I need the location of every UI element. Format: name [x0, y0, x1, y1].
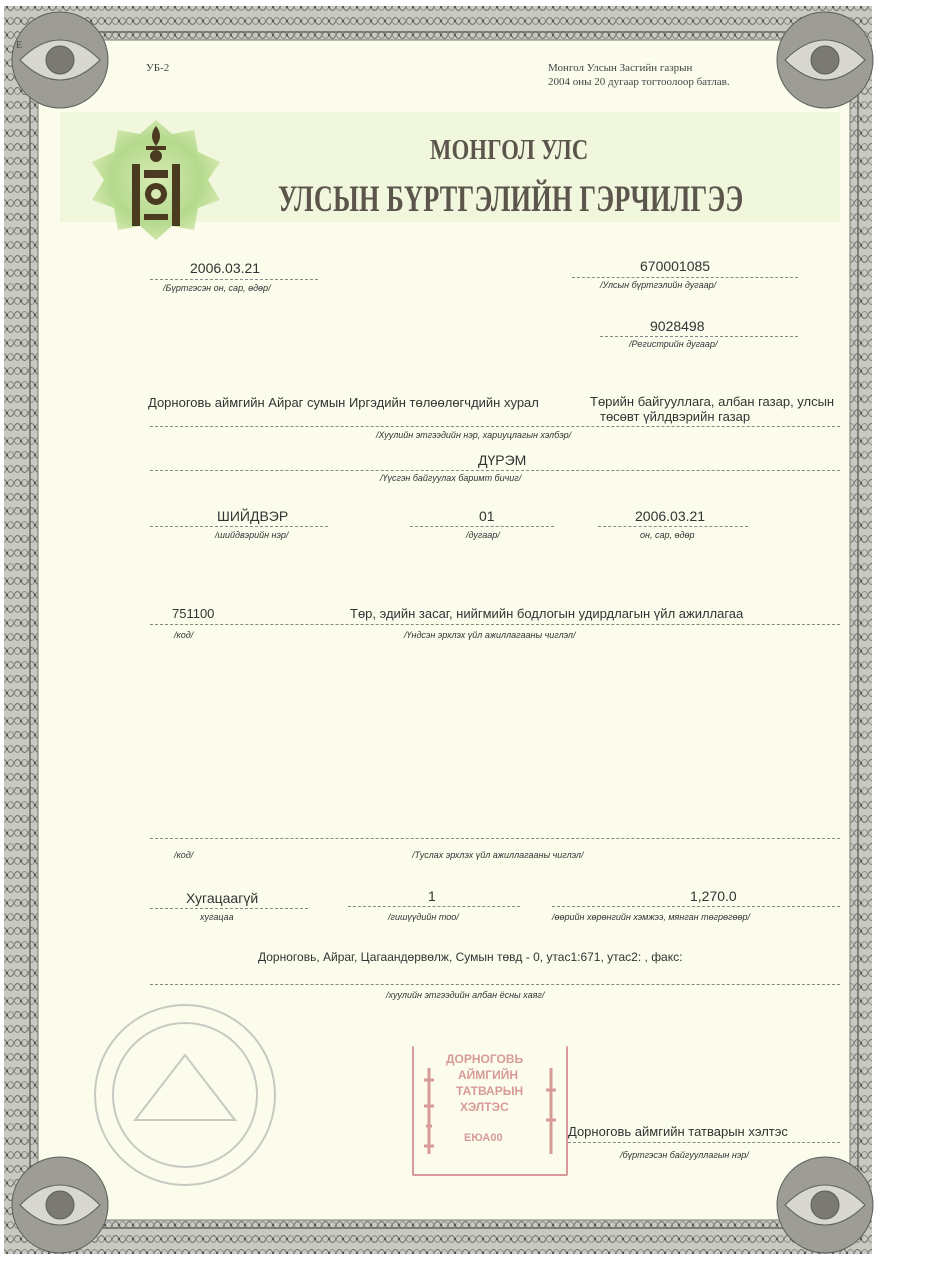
- main-activity-line: [150, 624, 840, 625]
- main-activity: Төр, эдийн засаг, нийгмийн бодлогын удирдлагын үйл ажиллагаа: [350, 606, 744, 621]
- registration-date-line: [150, 279, 318, 280]
- decision-date-line: [598, 526, 748, 527]
- stamp-line-2: АЙМГИЙН: [458, 1068, 519, 1082]
- decision-date: 2006.03.21: [635, 508, 706, 524]
- decision-name-line: [150, 526, 328, 527]
- duration-value: Хугацаагүй: [186, 890, 259, 906]
- register-number: 9028498: [650, 318, 705, 334]
- capital-value: 1,270.0: [690, 888, 737, 904]
- registrar-name: Дорноговь аймгийн татварын хэлтэс: [568, 1124, 788, 1139]
- stamp-line-4: ХЭЛТЭС: [460, 1100, 509, 1114]
- secondary-activity-line: [150, 838, 840, 839]
- decision-date-caption: он, сар, өдөр: [640, 530, 695, 540]
- entity-form-line-2: төсөвт үйлдвэрийн газар: [600, 409, 751, 424]
- registration-number-caption: /Улсын бүртгэлийн дугаар/: [600, 280, 717, 290]
- decision-name-caption: /шийдвэрийн нэр/: [215, 530, 289, 540]
- corner-ornament-top-left: [12, 12, 108, 108]
- tax-office-stamp: [412, 1046, 568, 1176]
- form-code: УБ-2: [146, 62, 170, 74]
- official-address-caption: /хуулийн этгээдийн албан ёсны хаяг/: [386, 990, 545, 1000]
- corner-ornament-bottom-right: [777, 1157, 873, 1253]
- registration-number-line: [572, 277, 798, 278]
- secondary-activity-caption: /Туслах эрхлэх үйл ажиллагааны чиглэл/: [412, 850, 584, 860]
- register-number-line: [600, 336, 798, 337]
- official-address: Дорноговь, Айраг, Цагаандөрвөлж, Сумын төвд - 0, утас1:671, утас2: , факс:: [258, 950, 683, 964]
- state-emblem-icon: [86, 118, 226, 242]
- document-title: УЛСЫН БҮРТГЭЛИЙН ГЭРЧИЛГЭЭ: [278, 179, 744, 220]
- stamp-line-1: ДОРНОГОВЬ: [446, 1052, 524, 1066]
- main-activity-caption: /Үндсэн эрхлэх үйл ажиллагааны чиглэл/: [404, 630, 576, 640]
- decision-number: 01: [479, 508, 495, 524]
- founding-document: ДҮРЭМ: [478, 452, 527, 468]
- main-activity-code-caption: /код/: [174, 630, 194, 640]
- registration-date: 2006.03.21: [190, 260, 261, 276]
- registration-number: 670001085: [640, 258, 711, 274]
- decision-name: ШИЙДВЭР: [217, 508, 289, 524]
- entity-form-line-1: Төрийн байгууллага, албан газар, улсын: [590, 394, 835, 409]
- soyombo-script-icon: [542, 1066, 560, 1156]
- duration-line: [150, 908, 308, 909]
- document-title-country: МОНГОЛ УЛС: [430, 134, 589, 166]
- registration-date-caption: /Бүртгэсэн он, сар, өдөр/: [163, 283, 271, 293]
- decision-number-caption: /дугаар/: [466, 530, 500, 540]
- duration-caption: хугацаа: [200, 912, 234, 922]
- entity-name: Дорноговь аймгийн Айраг сумын Иргэдийн төлөөлөгчдийн хурал: [148, 395, 539, 410]
- corner-mark: E: [16, 40, 23, 51]
- secondary-activity-code-caption: /код/: [174, 850, 194, 860]
- approval-line-2: 2004 оны 20 дугаар тогтоолоор батлав.: [548, 76, 730, 88]
- registrar-caption: /бүртгэсэн байгууллагын нэр/: [620, 1150, 749, 1160]
- members-value: 1: [428, 888, 436, 904]
- main-activity-code: 751100: [172, 606, 215, 621]
- decision-number-line: [410, 526, 554, 527]
- founding-document-caption: /Үүсгэн байгуулах баримт бичиг/: [380, 473, 522, 483]
- approval-line-1: Монгол Улсын Засгийн газрын: [548, 62, 693, 74]
- stamp-code: ЕЮА00: [464, 1132, 503, 1144]
- members-line: [348, 906, 520, 907]
- corner-ornament-bottom-left: [12, 1157, 108, 1253]
- soyombo-script-icon: [420, 1066, 438, 1156]
- capital-line: [552, 906, 840, 907]
- stamp-line-3: ТАТВАРЫН: [456, 1084, 524, 1098]
- entity-caption: /Хуулийн этгээдийн нэр, хариуцлагын хэлбэр/: [376, 430, 572, 440]
- members-caption: /гишүүдийн тоо/: [388, 912, 459, 922]
- registrar-line: [568, 1142, 840, 1143]
- corner-ornament-top-right: [777, 12, 873, 108]
- official-address-line: [150, 984, 840, 985]
- entity-line: [150, 426, 840, 427]
- register-number-caption: /Регистрийн дугаар/: [629, 339, 718, 349]
- capital-caption: /өөрийн хөрөнгийн хэмжээ, мянган төгрөгөөр/: [552, 912, 751, 922]
- founding-document-line: [150, 470, 840, 471]
